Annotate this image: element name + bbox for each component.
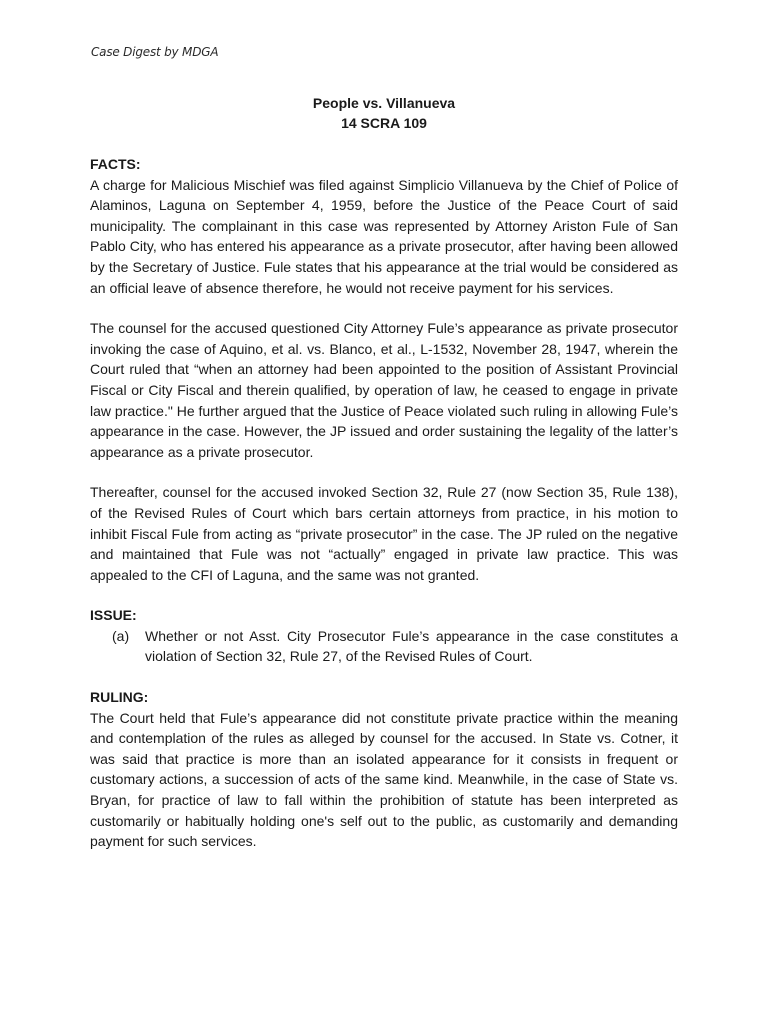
spacer: [90, 462, 678, 482]
ruling-paragraph: The Court held that Fule’s appearance did not constitute private practice within the meaning and contemplation of the rules as alleged by counsel for the accused. In State vs. Cotner, it was said that practice is more than an isolated appearance for it consists in frequent or customary actions, a succession of acts of the same kind. Meanwhile, in the case of State vs. Bryan, for practice of law to fall within the prohibition of statute has been interpreted as customarily or habitually holding one's self out to the public, as customarily and demanding payment for such services.: [90, 709, 678, 850]
facts-paragraph-2: The counsel for the accused questioned City Attorney Fule’s appearance as private prosecutor invoking the case of Aquino, et al. vs. Blanco, et al., L-1532, November 28, 1947, wherein the Court ruled that “when an attorney had been appointed to the position of Assistant Provincial Fiscal or City Fiscal and therein qualified, by operation of law, he ceased to engage in private law practice." He further argued that the Justice of Peace violated such ruling in allowing Fule’s appearance in the case. However, the JP issued and order sustaining the legality of the latter’s appearance as a private prosecutor.: [90, 320, 678, 460]
document-body: [90, 154, 678, 852]
ruling-heading: RULING:: [90, 689, 149, 706]
issue-heading: ISSUE:: [90, 607, 137, 624]
facts-paragraph-3: Thereafter, counsel for the accused invoked Section 32, Rule 27 (now Section 35, Rule 138), of the Revised Rules of Court which bars certain attorneys from practice, in his motion to inhibit Fiscal Fule from acting as “private prosecutor” in the case. The JP ruled on the negative and maintained that Fule was not “actually” engaged in private law practice. This was appealed to the CFI of Laguna, and the same was not granted.: [90, 484, 678, 583]
spacer: [90, 585, 678, 605]
facts-paragraph-1: A charge for Malicious Mischief was filed against Simplicio Villanueva by the Chief of Police of Alaminos, Laguna on September 4, 1959, before the Justice of the Peace Court of said municipality. The complainant in this case was represented by Attorney Ariston Fule of San Pablo City, who has entered his appearance as a private prosecutor, after having been allowed by the Secretary of Justice. Fule states that his appearance at the trial would be considered as an official leave of absence therefore, he would not receive payment for his services.: [90, 176, 678, 296]
spacer: [90, 667, 678, 687]
case-title: People vs. Villanueva: [312, 95, 456, 111]
issue-item: [90, 626, 678, 667]
case-citation: 14 SCRA 109: [341, 115, 427, 131]
issue-item-label: (a): [112, 627, 130, 644]
issue-item-text: Whether or not Asst. City Prosecutor Fule’s appearance in the case constitutes a violation of Section 32, Rule 27, of the Revised Rules of Court.: [145, 627, 678, 665]
header-note: Case Digest by MDGA: [91, 45, 219, 59]
spacer: [90, 298, 678, 318]
facts-heading: FACTS:: [90, 156, 141, 172]
